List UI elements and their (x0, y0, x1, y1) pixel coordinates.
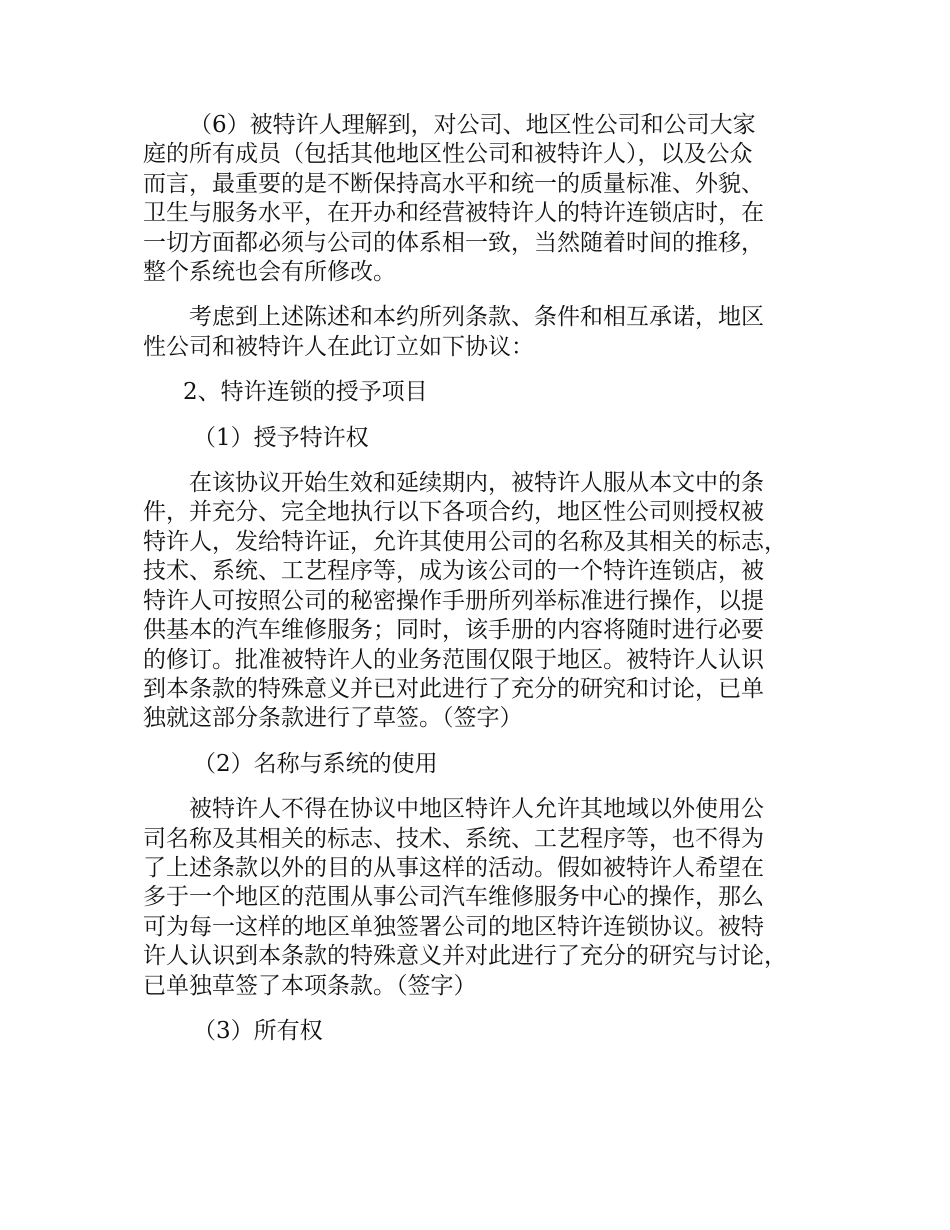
paragraph-name-system (143, 795, 823, 1001)
paragraph-agreement-intro (143, 303, 823, 362)
text-line: 的修订。批准被特许人的业务范围仅限于地区。被特许人认识 (143, 646, 764, 673)
subsection-heading-ownership: （3）所有权 (193, 1017, 323, 1044)
text-line: 许人认识到本条款的特殊意义并对此进行了充分的研究与讨论， (143, 943, 787, 970)
text-line: 了上述条款以外的目的从事这样的活动。假如被特许人希望在 (143, 854, 764, 881)
text-line: 被特许人不得在协议中地区特许人允许其地域以外使用公 (189, 796, 764, 823)
section-heading: 2、特许连锁的授予项目 (183, 379, 428, 406)
text-line: 整个系统也会有所修改。 (143, 259, 396, 286)
text-line: 一切方面都必须与公司的体系相一致，当然随着时间的推移， (143, 229, 764, 256)
text-line: 特许人，发给特许证，允许其使用公司的名称及其相关的标志， (143, 528, 787, 555)
text-line: 可为每一这样的地区单独签署公司的地区特许连锁协议。被特 (143, 913, 764, 940)
text-line: 已单独草签了本项条款。（签字） (143, 972, 477, 999)
text-line: 性公司和被特许人在此订立如下协议： (143, 333, 534, 360)
subsection-heading-name-system: （2）名称与系统的使用 (193, 750, 438, 777)
document-body (143, 111, 823, 1062)
text-line: 多于一个地区的范围从事公司汽车维修服务中心的操作，那么 (143, 884, 764, 911)
text-line: （6）被特许人理解到，对公司、地区性公司和公司大家 (189, 112, 756, 138)
text-line: 在该协议开始生效和延续期内，被特许人服从本文中的条 (189, 470, 764, 497)
text-line: 庭的所有成员（包括其他地区性公司和被特许人），以及公众 (143, 141, 753, 168)
text-line: 独就这部分条款进行了草签。（签字） (143, 705, 523, 732)
text-line: 供基本的汽车维修服务；同时，该手册的内容将随时进行必要 (143, 617, 764, 644)
text-line: 特许人可按照公司的秘密操作手册所列举标准进行操作，以提 (143, 587, 764, 614)
text-line: 件，并充分、完全地执行以下各项合约，地区性公司则授权被 (143, 499, 764, 526)
text-line: 技术、系统、工艺程序等，成为该公司的一个特许连锁店，被 (143, 558, 764, 585)
paragraph-item-6 (143, 111, 823, 287)
text-line: 到本条款的特殊意义并已对此进行了充分的研究和讨论，已单 (143, 675, 764, 702)
text-line: 而言，最重要的是不断保持高水平和统一的质量标准、外貌、 (143, 170, 764, 197)
text-line: 考虑到上述陈述和本约所列条款、条件和相互承诺，地区 (189, 304, 764, 331)
subsection-heading-grant: （1）授予特许权 (193, 424, 369, 451)
paragraph-grant (143, 469, 823, 734)
text-line: 司名称及其相关的标志、技术、系统、工艺程序等，也不得为 (143, 825, 764, 852)
text-line: 卫生与服务水平，在开办和经营被特许人的特许连锁店时，在 (143, 200, 764, 227)
